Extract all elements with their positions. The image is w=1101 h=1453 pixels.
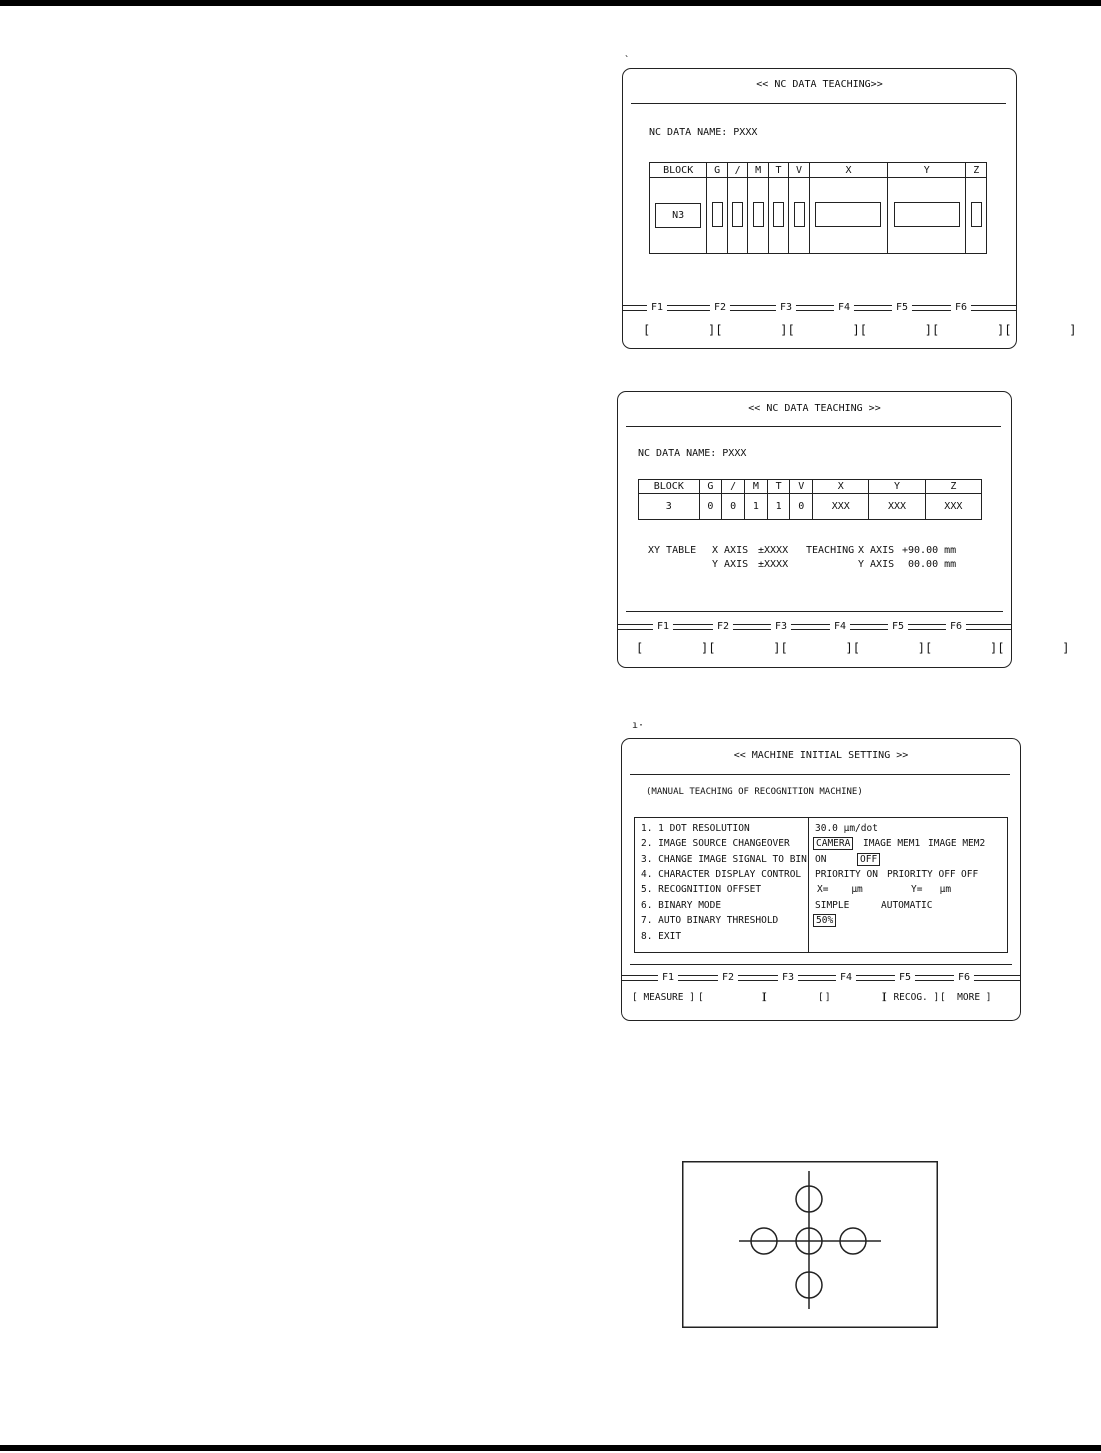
col-header: M (745, 480, 768, 494)
fkey-bar (618, 621, 1011, 633)
m-input-box[interactable] (753, 202, 764, 227)
col-header: Z (966, 163, 987, 178)
fkey-label: F2 (710, 302, 730, 313)
menu-item-character-display[interactable]: 4. CHARACTER DISPLAY CONTROL (641, 869, 802, 880)
x-input-box[interactable] (815, 202, 881, 227)
fkey-label: F1 (647, 302, 667, 313)
fkey-label: F2 (713, 621, 733, 632)
table-cell: 0 (699, 494, 722, 520)
y-input-box[interactable] (894, 202, 960, 227)
xy-table-label: XY TABLE (648, 545, 697, 556)
col-header: G (699, 480, 722, 494)
menu-item-dot-resolution[interactable]: 1. 1 DOT RESOLUTION (641, 823, 750, 834)
fkey-label: F5 (892, 302, 912, 313)
top-rule (0, 0, 1101, 6)
g-cell (707, 178, 727, 254)
fkey-label: F1 (653, 621, 673, 632)
recog-button[interactable]: [ RECOG. ] (882, 992, 940, 1003)
teaching-label: TEACHING (806, 545, 855, 556)
fkey-brackets[interactable]: [ ][ ][ ][ ][ ][ ] (643, 323, 1077, 337)
fkey-label: F4 (834, 302, 854, 313)
col-header: BLOCK (639, 480, 700, 494)
t-cell (768, 178, 788, 254)
nc-block-table (649, 162, 987, 254)
table-cell: 1 (767, 494, 790, 520)
divider (626, 426, 1001, 427)
offset-y[interactable]: Y= μm (911, 884, 952, 895)
option-automatic[interactable]: AUTOMATIC (881, 900, 933, 911)
v-cell (789, 178, 809, 254)
f2-button[interactable]: [ ] (698, 992, 767, 1003)
z-cell (966, 178, 987, 254)
scan-mark: ı· (632, 720, 645, 731)
table-cell: 0 (790, 494, 813, 520)
menu-column-divider (808, 818, 809, 952)
y-axis-label: Y AXIS (712, 559, 749, 570)
menu-item-image-signal[interactable]: 3. CHANGE IMAGE SIGNAL TO BIN (641, 854, 807, 865)
more-button[interactable]: [ MORE ] (940, 992, 992, 1003)
f4-button[interactable]: [ ] (818, 992, 887, 1003)
teach-y-value: 00.00 mm (908, 559, 957, 570)
settings-menu (634, 817, 1008, 953)
nc-block-table (638, 479, 982, 520)
scan-mark: ` (624, 55, 631, 66)
divider (631, 103, 1006, 104)
col-header: T (768, 163, 788, 178)
nc-data-name: NC DATA NAME: PXXX (638, 448, 747, 459)
fkey-label: F3 (776, 302, 796, 313)
screen-subtitle: (MANUAL TEACHING OF RECOGNITION MACHINE) (646, 787, 863, 797)
fkey-label: F4 (830, 621, 850, 632)
fkey-label: F6 (951, 302, 971, 313)
y-axis-value: ±XXXX (758, 559, 789, 570)
fkey-brackets[interactable]: [ ][ ][ ][ ][ ][ ] (636, 641, 1070, 655)
option-signal-on[interactable]: ON (815, 854, 827, 865)
nc-teaching-screen-1 (622, 68, 1077, 349)
menu-item-image-source[interactable]: 2. IMAGE SOURCE CHANGEOVER (641, 838, 790, 849)
col-header: BLOCK (650, 163, 707, 178)
v-input-box[interactable] (794, 202, 805, 227)
option-display-off[interactable]: OFF (961, 869, 979, 880)
offset-x[interactable]: X= μm (817, 884, 863, 895)
col-header: / (722, 480, 745, 494)
col-header: / (727, 163, 747, 178)
col-header: Y (869, 480, 925, 494)
resolution-value: 30.0 μm/dot (815, 823, 878, 834)
menu-item-recognition-offset[interactable]: 5. RECOGNITION OFFSET (641, 884, 762, 895)
x-axis-label: X AXIS (712, 545, 749, 556)
x-axis-value: ±XXXX (758, 545, 789, 556)
t-input-box[interactable] (773, 202, 784, 227)
slash-cell (727, 178, 747, 254)
fkey-label: F5 (888, 621, 908, 632)
g-input-box[interactable] (712, 202, 723, 227)
option-priority-off[interactable]: PRIORITY OFF (887, 869, 956, 880)
machine-initial-setting-screen (621, 738, 1021, 1021)
col-header: M (748, 163, 768, 178)
teach-x-label: X AXIS (858, 545, 895, 556)
divider (626, 611, 1003, 612)
fkey-label: F6 (946, 621, 966, 632)
threshold-value[interactable] (813, 915, 836, 926)
teach-y-label: Y AXIS (858, 559, 895, 570)
table-cell: XXX (925, 494, 981, 520)
teach-x-value: +90.00 mm (902, 545, 957, 556)
fkey-label: F3 (771, 621, 791, 632)
table-cell: 1 (745, 494, 768, 520)
fkey-label: F4 (836, 972, 856, 983)
col-header: V (790, 480, 813, 494)
col-header: V (789, 163, 809, 178)
fkey-label: F2 (718, 972, 738, 983)
col-header: X (813, 480, 869, 494)
fkey-bar (622, 972, 1020, 984)
screen-title: << NC DATA TEACHING >> (748, 403, 881, 414)
block-cell (650, 178, 707, 254)
x-cell (809, 178, 887, 254)
screen-title: << NC DATA TEACHING>> (756, 79, 883, 90)
option-priority-on[interactable]: PRIORITY ON (815, 869, 878, 880)
y-cell (888, 178, 966, 254)
col-header: T (767, 480, 790, 494)
recognition-target-diagram (682, 1161, 938, 1329)
slash-input-box[interactable] (732, 202, 743, 227)
option-signal-off[interactable] (857, 854, 880, 865)
threshold-value-label: 50% (813, 914, 836, 927)
col-header: X (809, 163, 887, 178)
f3-button[interactable]: [ ] (762, 992, 831, 1003)
z-input-box[interactable] (971, 202, 982, 227)
col-header: Y (888, 163, 966, 178)
option-image-mem1[interactable]: IMAGE MEM1 (863, 838, 921, 849)
table-cell: 3 (639, 494, 700, 520)
m-cell (748, 178, 768, 254)
option-simple[interactable]: SIMPLE (815, 900, 850, 911)
nc-data-name: NC DATA NAME: PXXX (649, 127, 758, 138)
fkey-label: F3 (778, 972, 798, 983)
menu-item-exit[interactable]: 8. EXIT (641, 931, 682, 942)
nc-teaching-screen-2 (617, 391, 1070, 668)
table-cell: XXX (813, 494, 869, 520)
divider (630, 774, 1010, 775)
divider (630, 964, 1012, 965)
fkey-bar (623, 302, 1016, 314)
fkey-label: F1 (658, 972, 678, 983)
option-camera-label: CAMERA (813, 837, 853, 850)
option-image-mem2[interactable]: IMAGE MEM2 (928, 838, 986, 849)
screen-title: << MACHINE INITIAL SETTING >> (733, 750, 909, 761)
option-camera[interactable] (813, 838, 853, 849)
block-value[interactable]: N3 (655, 203, 701, 228)
bottom-rule (0, 1445, 1101, 1451)
menu-item-binary-mode[interactable]: 6. BINARY MODE (641, 900, 722, 911)
option-signal-off-label: OFF (857, 853, 880, 866)
col-header: G (707, 163, 727, 178)
col-header: Z (925, 480, 981, 494)
fkey-label: F6 (954, 972, 974, 983)
fkey-label: F5 (895, 972, 915, 983)
measure-button[interactable]: [ MEASURE ] (632, 992, 695, 1003)
table-cell: XXX (869, 494, 925, 520)
table-cell: 0 (722, 494, 745, 520)
menu-item-auto-threshold[interactable]: 7. AUTO BINARY THRESHOLD (641, 915, 779, 926)
